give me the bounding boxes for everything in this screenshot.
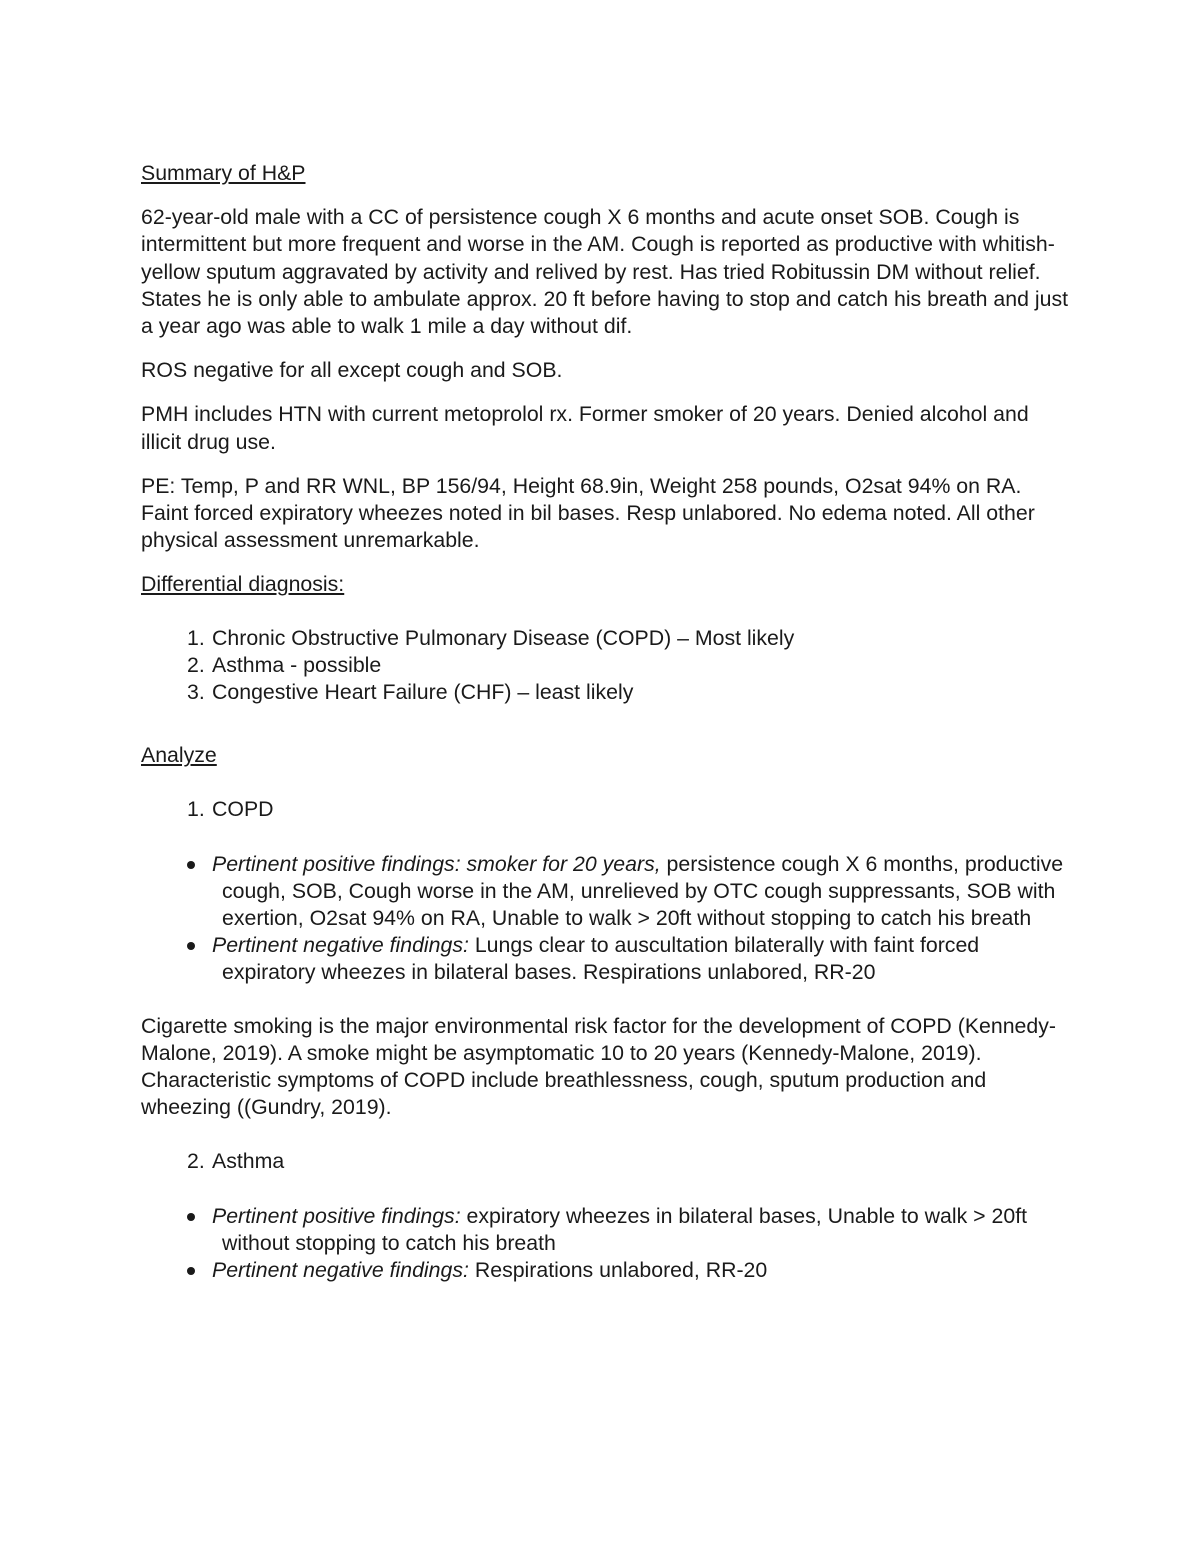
- list-number: 1.: [187, 797, 205, 822]
- findings-label: Pertinent positive findings:: [212, 1203, 461, 1228]
- bullet-icon: [187, 1213, 195, 1221]
- list-number: 2.: [187, 652, 205, 677]
- findings-text: Lungs clear to auscultation bilaterally with faint forced expiratory wheezes in bilateral bases. Respirations unlabored, RR-20: [222, 933, 980, 985]
- bullet-icon: [187, 1267, 195, 1275]
- differential-item: [141, 625, 1071, 652]
- asthma-positive-findings: [141, 1203, 1071, 1257]
- analyze-asthma-list: [141, 1148, 1071, 1175]
- asthma-findings-list: [141, 1203, 1071, 1285]
- analyze-item-asthma: [141, 1148, 1071, 1175]
- differential-item-text: Congestive Heart Failure (CHF) – least likely: [212, 680, 634, 705]
- findings-text: Respirations unlabored, RR-20: [468, 1258, 768, 1283]
- analyze-heading: Analyze: [141, 743, 217, 768]
- differential-list: [141, 625, 1071, 707]
- copd-discussion: Cigarette smoking is the major environmental risk factor for the development of COPD (Kennedy-Malone, 2019). A smoke might be asymptomatic 10 to 20 years (Kennedy-Malone, 2019). Characteristic symptoms of COPD include breathlessness, cough, sputum production and wheezing ((Gundry, 2019).: [141, 1013, 1056, 1120]
- bullet-icon: [187, 942, 195, 950]
- differential-item: [141, 652, 1071, 679]
- asthma-negative-findings: [141, 1257, 1071, 1284]
- findings-text: persistence cough X 6 months, productive cough, SOB, Cough worse in the AM, unrelieved by OTC cough suppressants, SOB with exertion, O2sat 94% on RA, Unable to walk > 20ft without stopping to catch his breath: [222, 851, 1064, 931]
- copd-negative-findings: [141, 932, 1071, 986]
- list-number: 3.: [187, 680, 205, 705]
- summary-heading: Summary of H&P: [141, 161, 306, 185]
- findings-label: Pertinent positive findings: smoker for 20 years,: [212, 851, 661, 876]
- copd-findings-list: [141, 851, 1071, 987]
- analyze-copd-list: [141, 796, 1071, 823]
- findings-text: expiratory wheezes in bilateral bases, Unable to walk > 20ft without stopping to catch his breath: [222, 1203, 1028, 1255]
- differential-item-text: Asthma - possible: [212, 652, 382, 677]
- summary-paragraph-pmh: PMH includes HTN with current metoprolol rx. Former smoker of 20 years. Denied alcohol and illicit drug use.: [141, 402, 1029, 454]
- differential-item: [141, 679, 1071, 706]
- differential-item-text: Chronic Obstructive Pulmonary Disease (COPD) – Most likely: [212, 625, 795, 650]
- analyze-item-copd: [141, 796, 1071, 823]
- list-number: 1.: [187, 625, 205, 650]
- findings-label: Pertinent negative findings:: [212, 1258, 469, 1283]
- differential-heading: Differential diagnosis:: [141, 572, 345, 597]
- summary-paragraph-hpi: 62-year-old male with a CC of persistence cough X 6 months and acute onset SOB. Cough is intermittent but more frequent and worse in the AM. Cough is reported as productive with whitish-yellow sputum aggravated by activity and relived by rest. Has tried Robitussin DM without relief. States he is only able to ambulate approx. 20 ft before having to stop and catch his breath and just a year ago was able to walk 1 mile a day without dif.: [141, 205, 1069, 339]
- analyze-item-title: COPD: [212, 797, 274, 822]
- analyze-item-title: Asthma: [212, 1149, 285, 1174]
- summary-paragraph-ros: ROS negative for all except cough and SOB.: [141, 358, 563, 383]
- document-content: [141, 160, 1071, 1310]
- summary-paragraph-pe: PE: Temp, P and RR WNL, BP 156/94, Height 68.9in, Weight 258 pounds, O2sat 94% on RA. Faint forced expiratory wheezes noted in bil bases. Resp unlabored. No edema noted. All other physical assessment unremarkable.: [141, 473, 1035, 553]
- bullet-icon: [187, 861, 195, 869]
- copd-positive-findings: [141, 851, 1071, 933]
- findings-label: Pertinent negative findings:: [212, 933, 469, 958]
- list-number: 2.: [187, 1149, 205, 1174]
